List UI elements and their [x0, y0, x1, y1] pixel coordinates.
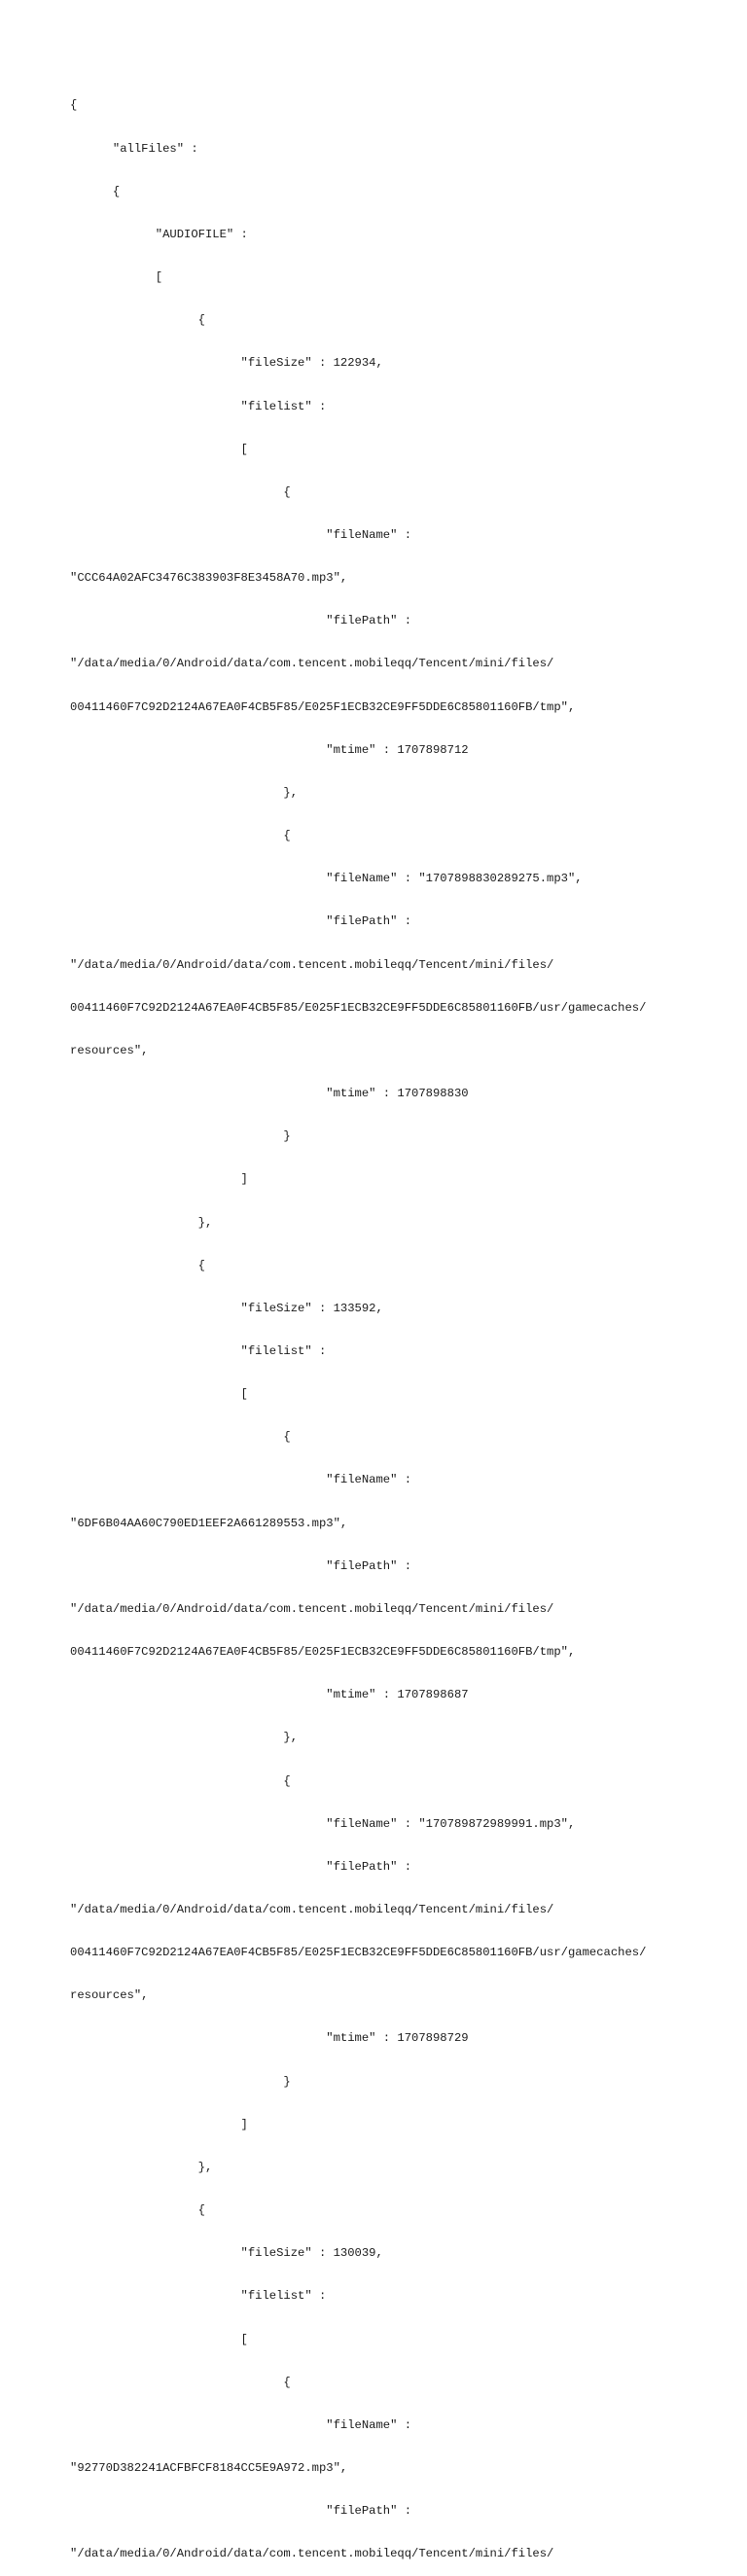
json-line: "/data/media/0/Android/data/com.tencent.mobileqq/Tencent/mini/files/: [70, 657, 554, 671]
json-line: "filePath" :: [70, 1558, 412, 1573]
json-line: "fileName" : "1707898830289275.mp3",: [70, 872, 583, 886]
json-line: },: [70, 1215, 213, 1230]
json-line: {: [70, 2203, 205, 2218]
json-line: "/data/media/0/Android/data/com.tencent.mobileqq/Tencent/mini/files/: [70, 2547, 554, 2561]
json-line: {: [70, 2375, 291, 2389]
json-line: "/data/media/0/Android/data/com.tencent.mobileqq/Tencent/mini/files/: [70, 957, 554, 972]
json-line: "allFiles" :: [70, 141, 198, 156]
json-line: "fileName" :: [70, 2417, 412, 2432]
json-line: {: [70, 1258, 205, 1272]
json-line: "92770D382241ACFBFCF8184CC5E9A972.mp3",: [70, 2461, 348, 2476]
json-line: "fileSize" : 130039,: [70, 2246, 383, 2261]
json-line: "mtime" : 1707898830: [70, 1087, 469, 1101]
json-line: }: [70, 1129, 291, 1144]
json-line: 00411460F7C92D2124A67EA0F4CB5F85/E025F1ECB32CE9FF5DDE6C85801160FB/tmp",: [70, 699, 576, 714]
json-line: "fileSize" : 122934,: [70, 356, 383, 371]
json-line: },: [70, 1731, 299, 1745]
json-line: {: [70, 98, 78, 113]
json-line: [: [70, 270, 163, 285]
json-line: {: [70, 184, 121, 198]
json-line: "6DF6B04AA60C790ED1EEF2A661289553.mp3",: [70, 1516, 348, 1530]
json-line: "mtime" : 1707898729: [70, 2031, 469, 2046]
json-line: resources",: [70, 1043, 149, 1057]
json-line: }: [70, 2074, 291, 2089]
json-document: [70, 70, 693, 2576]
json-line: "fileName" :: [70, 528, 412, 542]
json-line: "mtime" : 1707898712: [70, 742, 469, 757]
json-line: "filelist" :: [70, 399, 327, 413]
json-line: 00411460F7C92D2124A67EA0F4CB5F85/E025F1ECB32CE9FF5DDE6C85801160FB/usr/gamecaches/: [70, 1946, 647, 1960]
json-line: "filePath" :: [70, 914, 412, 929]
json-line: "filelist" :: [70, 2289, 327, 2304]
json-line: "fileName" : "170789872989991.mp3",: [70, 1816, 576, 1831]
json-line: "filelist" :: [70, 1343, 327, 1358]
json-line: "/data/media/0/Android/data/com.tencent.mobileqq/Tencent/mini/files/: [70, 1903, 554, 1916]
json-line: "/data/media/0/Android/data/com.tencent.mobileqq/Tencent/mini/files/: [70, 1601, 554, 1616]
json-line: "CCC64A02AFC3476C383903F8E3458A70.mp3",: [70, 571, 348, 586]
json-line: {: [70, 484, 291, 499]
json-line: "fileName" :: [70, 1473, 412, 1487]
json-line: ]: [70, 2117, 248, 2131]
json-line: ]: [70, 1172, 248, 1187]
json-line: {: [70, 829, 291, 843]
json-line: "fileSize" : 133592,: [70, 1301, 383, 1315]
json-line: {: [70, 1430, 291, 1445]
json-line: "mtime" : 1707898687: [70, 1688, 469, 1702]
json-line: {: [70, 1773, 291, 1788]
json-line: },: [70, 2160, 213, 2174]
json-line: {: [70, 313, 205, 328]
json-line: },: [70, 785, 299, 800]
json-line: resources",: [70, 1988, 149, 2003]
json-line: [: [70, 442, 248, 456]
json-line: 00411460F7C92D2124A67EA0F4CB5F85/E025F1ECB32CE9FF5DDE6C85801160FB/usr/gamecaches/: [70, 1000, 647, 1015]
json-line: "filePath" :: [70, 2504, 412, 2519]
json-line: "filePath" :: [70, 614, 412, 628]
json-line: "AUDIOFILE" :: [70, 227, 248, 241]
json-line: [: [70, 2332, 248, 2346]
json-line: [: [70, 1387, 248, 1402]
json-line: 00411460F7C92D2124A67EA0F4CB5F85/E025F1ECB32CE9FF5DDE6C85801160FB/tmp",: [70, 1645, 576, 1660]
json-line: "filePath" :: [70, 1859, 412, 1874]
